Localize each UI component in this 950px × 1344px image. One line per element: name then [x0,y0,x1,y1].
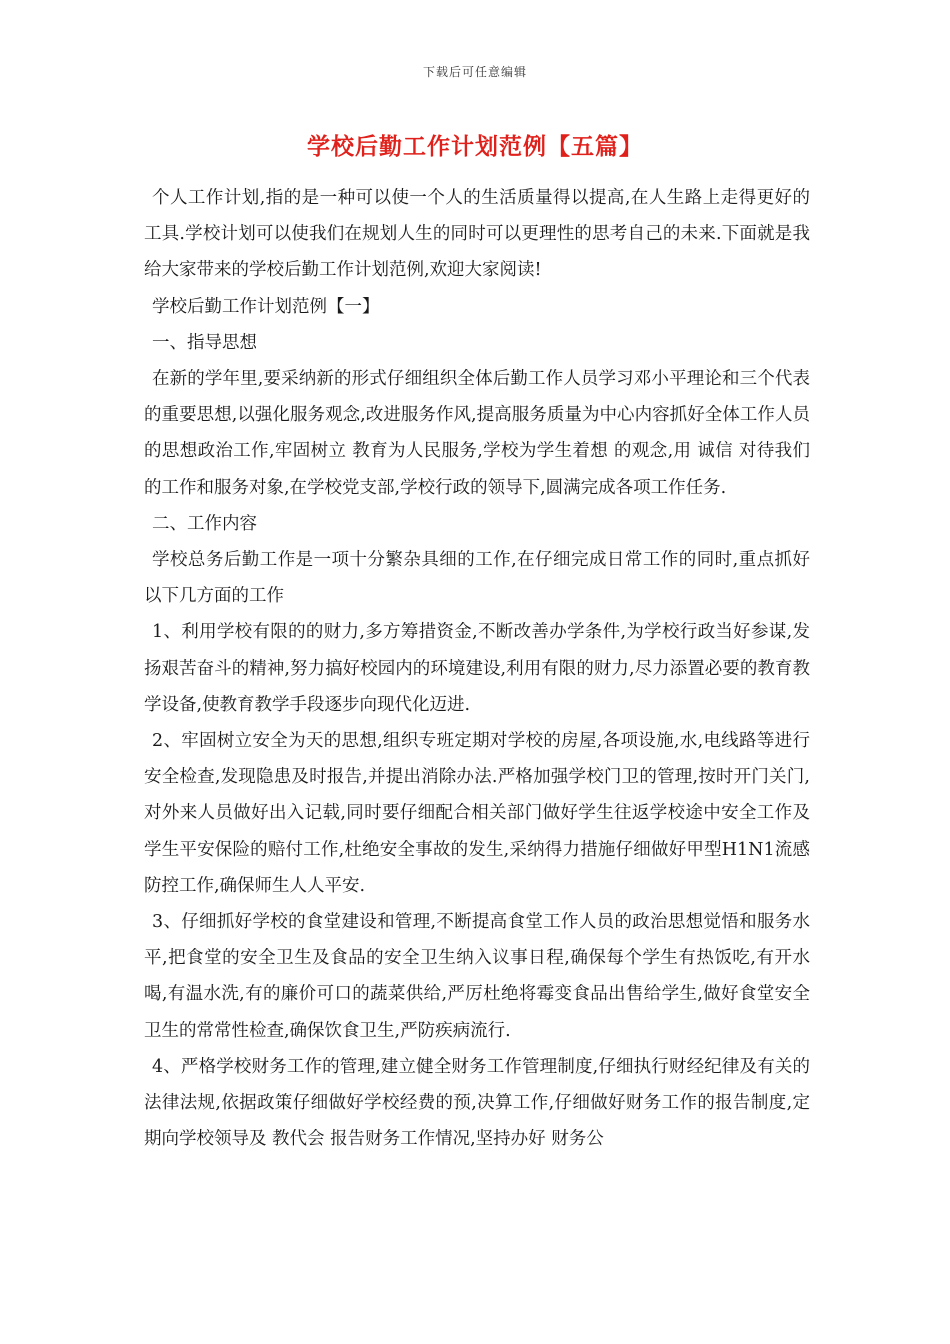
intro-paragraph: 个人工作计划,指的是一种可以使一个人的生活质量得以提高,在人生路上走得更好的工具.学校计划可以使我们在规划人生的同时可以更理性的思考自己的未来.下面就是我给大家带来的学校后勤工作计划范例,欢迎大家阅读! [144,188,810,281]
document-title: 学校后勤工作计划范例【五篇】 [307,133,643,160]
body-paragraph: 在新的学年里,要采纳新的形式仔细组织全体后勤工作人员学习邓小平理论和三个代表 的重要思想,以强化服务观念,改进服务作风,提高服务质量为中心内容抓好全体工作人员的思想政治工作,牢固树立 教育为人民服务,学校为学生着想 的观念,用 诚信 对待我们的工作和服务对象,在学校党支部,学校行政的领导下,圆满完成各项工作任务. [144,369,810,498]
list-item: 1、利用学校有限的的财力,多方筹措资金,不断改善办学条件,为学校行政当好参谋,发扬艰苦奋斗的精神,努力搞好校园内的环境建设,利用有限的财力,尽力添置必要的教育教学设备,使教育教学手段逐步向现代化迈进. [144,622,810,715]
body-paragraph: 学校总务后勤工作是一项十分繁杂具细的工作,在仔细完成日常工作的同时,重点抓好以下几方面的工作 [144,550,810,607]
list-item: 3、仔细抓好学校的食堂建设和管理,不断提高食堂工作人员的政治思想觉悟和服务水平,把食堂的安全卫生及食品的安全卫生纳入议事日程,确保每个学生有热饭吃,有开水喝,有温水洗,有的廉价可口的蔬菜供给,严厉杜绝将霉变食品出售给学生,做好食堂安全卫生的常常性检查,确保饮食卫生,严防疾病流行. [144,912,810,1041]
document-body [144,180,810,1157]
section-heading: 学校后勤工作计划范例【一】 [152,296,380,317]
subheading: 一、指导思想 [152,332,257,353]
list-item: 4、严格学校财务工作的管理,建立健全财务工作管理制度,仔细执行财经纪律及有关的法律法规,依据政策仔细做好学校经费的预,决算工作,仔细做好财务工作的报告制度,定期向学校领导及 教代会 报告财务工作情况,坚持办好 财务公 [144,1056,810,1150]
page-header: 下载后可任意编辑 [422,65,527,79]
list-item: 2、牢固树立安全为天的思想,组织专班定期对学校的房屋,各项设施,水,电线路等进行安全检查,发现隐患及时报告,并提出消除办法.严格加强学校门卫的管理,按时开门关门,对外来人员做好出入记载,同时要仔细配合相关部门做好学生往返学校途中安全工作及学生平安保险的赔付工作,杜绝安全事故的发生,采纳得力措施仔细做好甲型H1N1流感防控工作,确保师生人人平安. [144,731,810,896]
subheading: 二、工作内容 [152,513,257,534]
